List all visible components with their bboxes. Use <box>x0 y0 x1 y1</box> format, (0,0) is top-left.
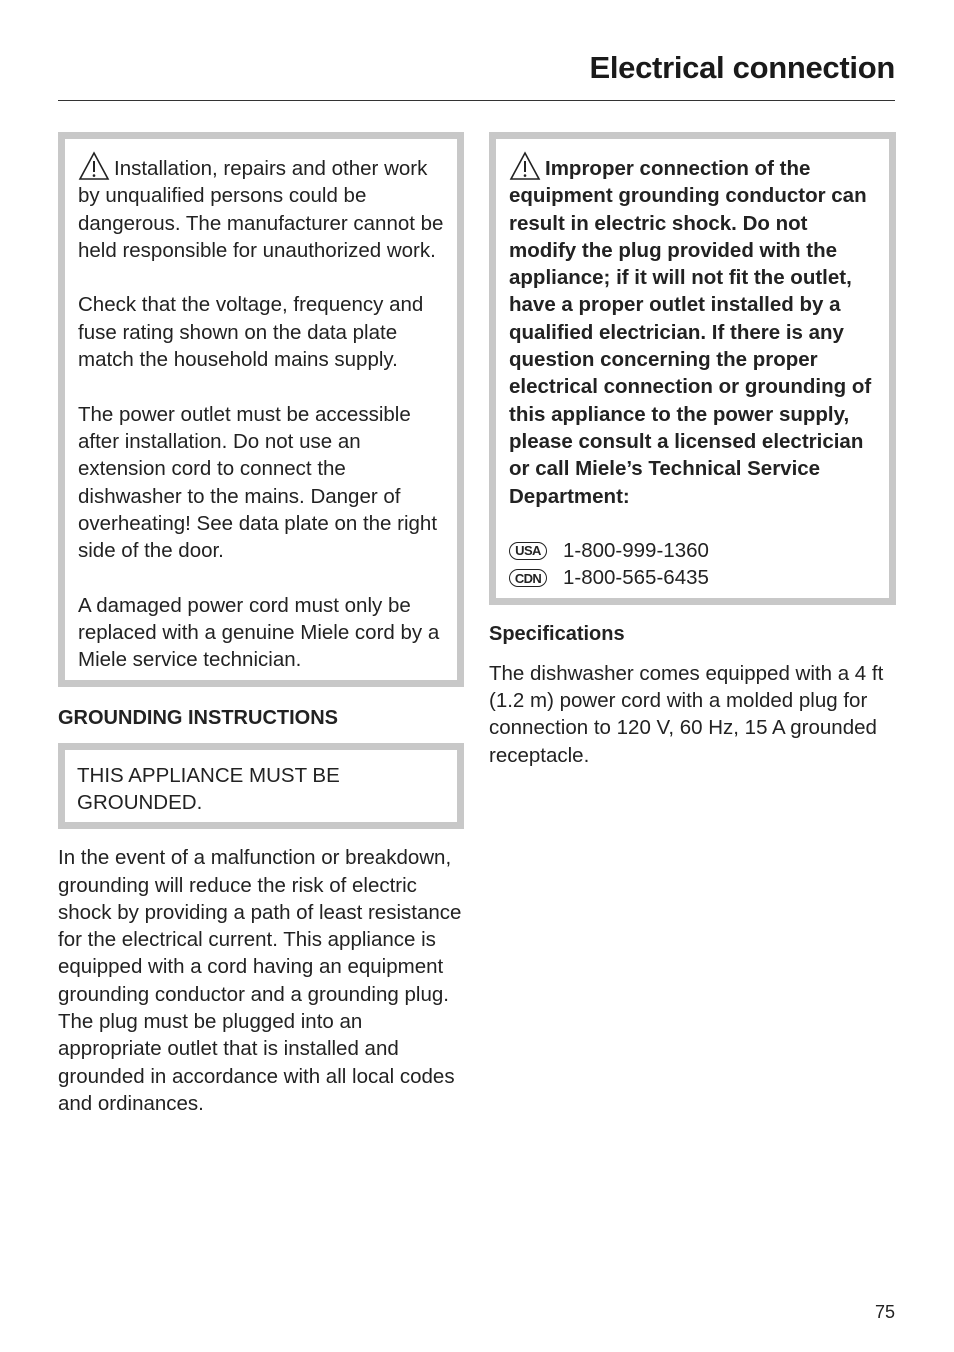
country-badge-usa: USA <box>509 542 547 560</box>
page-number: 75 <box>874 1302 895 1322</box>
electric-shock-warning-text: Improper connection of the equipment grounding conductor can result in electric shock. Do not modify the plug provided with the appliance; if it will not fit the outlet, have a proper outlet installed by a qualified electrician. If there is any question concerning the proper electrical connection or grounding of this appliance to the power supply, please consult a licensed electrician or call Miele’s Technical Service Department: <box>509 151 877 510</box>
phone-number-cdn: 1-800-565-6435 <box>563 566 709 590</box>
warning-triangle-icon <box>509 151 541 181</box>
header-rule <box>58 100 895 101</box>
phone-list <box>509 537 877 592</box>
grounding-text: In the event of a malfunction or breakdown, grounding will reduce the risk of electric shock by providing a path of least resistance for the electrical current. This appliance is equipped with a cord having an equipment grounding conductor and a grounding plug. The plug must be plugged into an appropriate outlet that is installed and grounded in accordance with all local codes and ordinances. <box>58 846 462 1115</box>
phone-row-usa <box>509 537 877 564</box>
specifications-heading: Specifications <box>489 622 625 645</box>
phone-number-usa: 1-800-999-1360 <box>563 539 709 563</box>
grounding-notice-text: THIS APPLIANCE MUST BE GROUNDED. <box>77 763 340 814</box>
warning-triangle-icon <box>78 151 110 181</box>
warning-paragraph-1: Installation, repairs and other work by unqualified persons could be dangerous. The manufacturer cannot be held responsible for unauthorized work. <box>78 151 445 264</box>
phone-row-cdn <box>509 564 877 591</box>
specifications-text: The dishwasher comes equipped with a 4 ft (1.2 m) power cord with a molded plug for connection to 120 V, 60 Hz, 15 A grounded receptacle. <box>489 661 884 767</box>
warning-paragraph-3: The power outlet must be accessible after installation. Do not use an extension cord to connect the dishwasher to the mains. Danger of overheating! See data plate on the right side of the door. <box>78 402 438 563</box>
warning-paragraph-2: Check that the voltage, frequency and fuse rating shown on the data plate match the household mains supply. <box>78 293 424 372</box>
left-column <box>58 132 464 1117</box>
electric-shock-warning-box <box>489 132 896 605</box>
right-column <box>489 132 896 769</box>
country-badge-cdn: CDN <box>509 569 547 587</box>
safety-warning-box <box>58 132 464 687</box>
grounding-notice-box <box>58 743 464 830</box>
warning-paragraph-4: A damaged power cord must only be replaced with a genuine Miele cord by a Miele service technician. <box>78 593 440 672</box>
page-title: Electrical connection <box>589 50 895 85</box>
grounding-heading: GROUNDING INSTRUCTIONS <box>58 706 338 729</box>
